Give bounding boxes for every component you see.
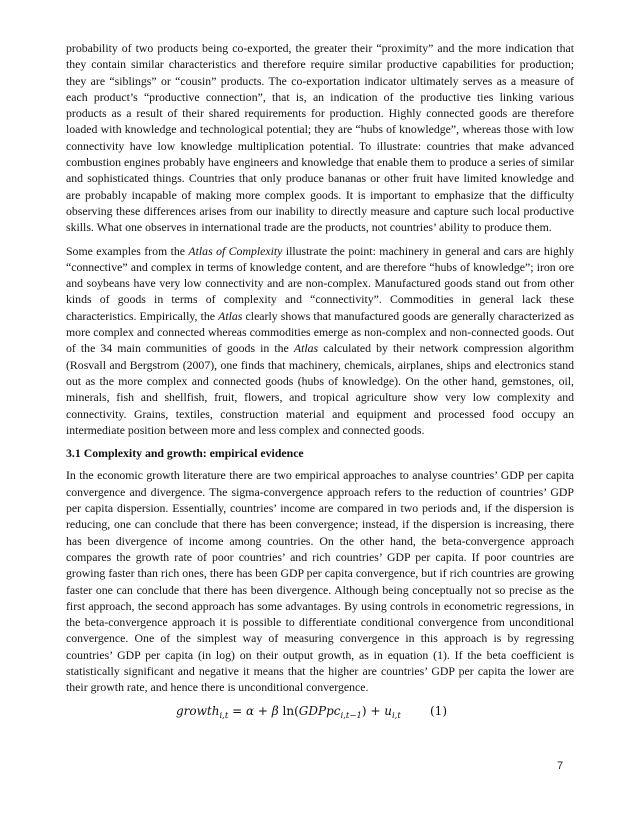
equation-plus: + <box>366 704 385 718</box>
equation-number: (1) <box>430 704 447 718</box>
paragraph-convergence: In the economic growth literature there are two empirical approaches to analyse countries’ GDP per capita convergence and divergence. The sigma-convergence approach refers to the reduction of countries’ GDP per capita dispersion. Essentially, countries’ income are compared in two periods and, if the dispersion is reducing, one can conclude that there has been convergence; instead, if the dispersion is increasing, there has been divergence of income among countries. On the other hand, the beta-convergence approach compares the growth rate of poor countries’ and rich countries’ GDP per capita. If poor countries are growing faster than rich ones, there has been GDP per capita convergence, but if rich countries are growing faster one can conclude that there has been divergence. Although being conceptually not so precise as the first approach, the second approach has some advantages. By using controls in econometric regressions, in the beta-convergence approach it is possible to differentiate conditional convergence from unconditional convergence. One of the simplest way of measuring convergence in this approach is by regressing countries’ GDP per capita (in log) on their output growth, as in equation (1). If the beta coefficient is statistically significant and negative it means that the higher are countries’ GDP per capita the lower are their growth rate, and hence there is unconditional convergence. <box>66 468 574 695</box>
equation-gdppc: GDPpc <box>298 704 341 718</box>
text-segment: clearly shows that manufactured goods are generally characterized as more complex and connected whereas commodities emerge as non-complex and non-connected goods. Out of the 34 main communities of goods in the <box>66 308 574 356</box>
atlas-of-complexity-title: Atlas of Complexity <box>188 243 283 258</box>
equation-close-paren: ) <box>361 704 367 718</box>
text-segment: Some examples from the <box>66 243 189 258</box>
equation-beta: β <box>271 704 279 718</box>
atlas-reference: Atlas <box>218 308 243 323</box>
page-number: 7 <box>557 760 564 772</box>
text-segment: illustrate the point: machinery in general and cars are highly “connective” and complex in terms of knowledge content, and are therefore “hubs of knowledge”; iron ore and soybeans have very low connectivity and are non-complex. Manufactured goods stand out from other kinds of goods in terms of complexity and “connectivity”. Commodities in general lack these characteristics. Empirically, the <box>66 243 574 323</box>
text-segment: calculated by their network compression algorithm (Rosvall and Bergstrom (2007), one finds that machinery, chemicals, airplanes, ships and electronics stand out as the more complex and connected goods (hubs of knowledge). On the other hand, gemstones, oil, minerals, fish and shellfish, fruit, flowers, and tropical agriculture show very low complexity and connectivity. Grains, textiles, construction material and equipment and processed food occupy an intermediate position between more and less complex and connected goods. <box>66 341 574 437</box>
equation-ln: ln( <box>278 704 299 718</box>
equation-equals: = <box>228 704 246 718</box>
equation-plus: + <box>254 704 272 718</box>
equation-1 <box>176 704 476 721</box>
equation-alpha: α <box>246 704 255 718</box>
equation-subscript: i,t <box>219 711 229 721</box>
equation-subscript: i,t <box>391 711 401 721</box>
paragraph-product-proximity: probability of two products being co-exported, the greater their “proximity” and the more indication that they contain similar characteristics and therefore require similar productive capabilities for production; they are “siblings” or “cousin” products. The co-exportation indicator ultimately serves as a measure of each product’s “productive connection”, that is, an indication of the productive ties linking various products as a result of their shared requirements for production. Highly connected goods are therefore loaded with knowledge and technological potential; they are “hubs of knowledge”, whereas those with low connectivity have low knowledge multiplication potential. To illustrate: countries that make advanced combustion engines probably have engineers and knowledge that enable them to produce a series of similar and sophisticated things. Countries that only produce bananas or other fruit have limited knowledge and are probably incapable of making more complex goods. It is important to emphasize that the difficulty observing these differences arises from our inability to directly measure and capture such local productive skills. What one observes in international trade are the products, not countries’ ability to produce them. <box>66 41 574 235</box>
equation-error-term: u <box>384 704 392 718</box>
section-heading: 3.1 Complexity and growth: empirical evidence <box>66 446 304 461</box>
document-body <box>66 40 574 700</box>
equation-subscript: i,t−1 <box>340 711 362 721</box>
equation-growth: growth <box>176 704 220 718</box>
paragraph-atlas-examples <box>66 243 574 439</box>
atlas-reference: Atlas <box>293 341 319 356</box>
